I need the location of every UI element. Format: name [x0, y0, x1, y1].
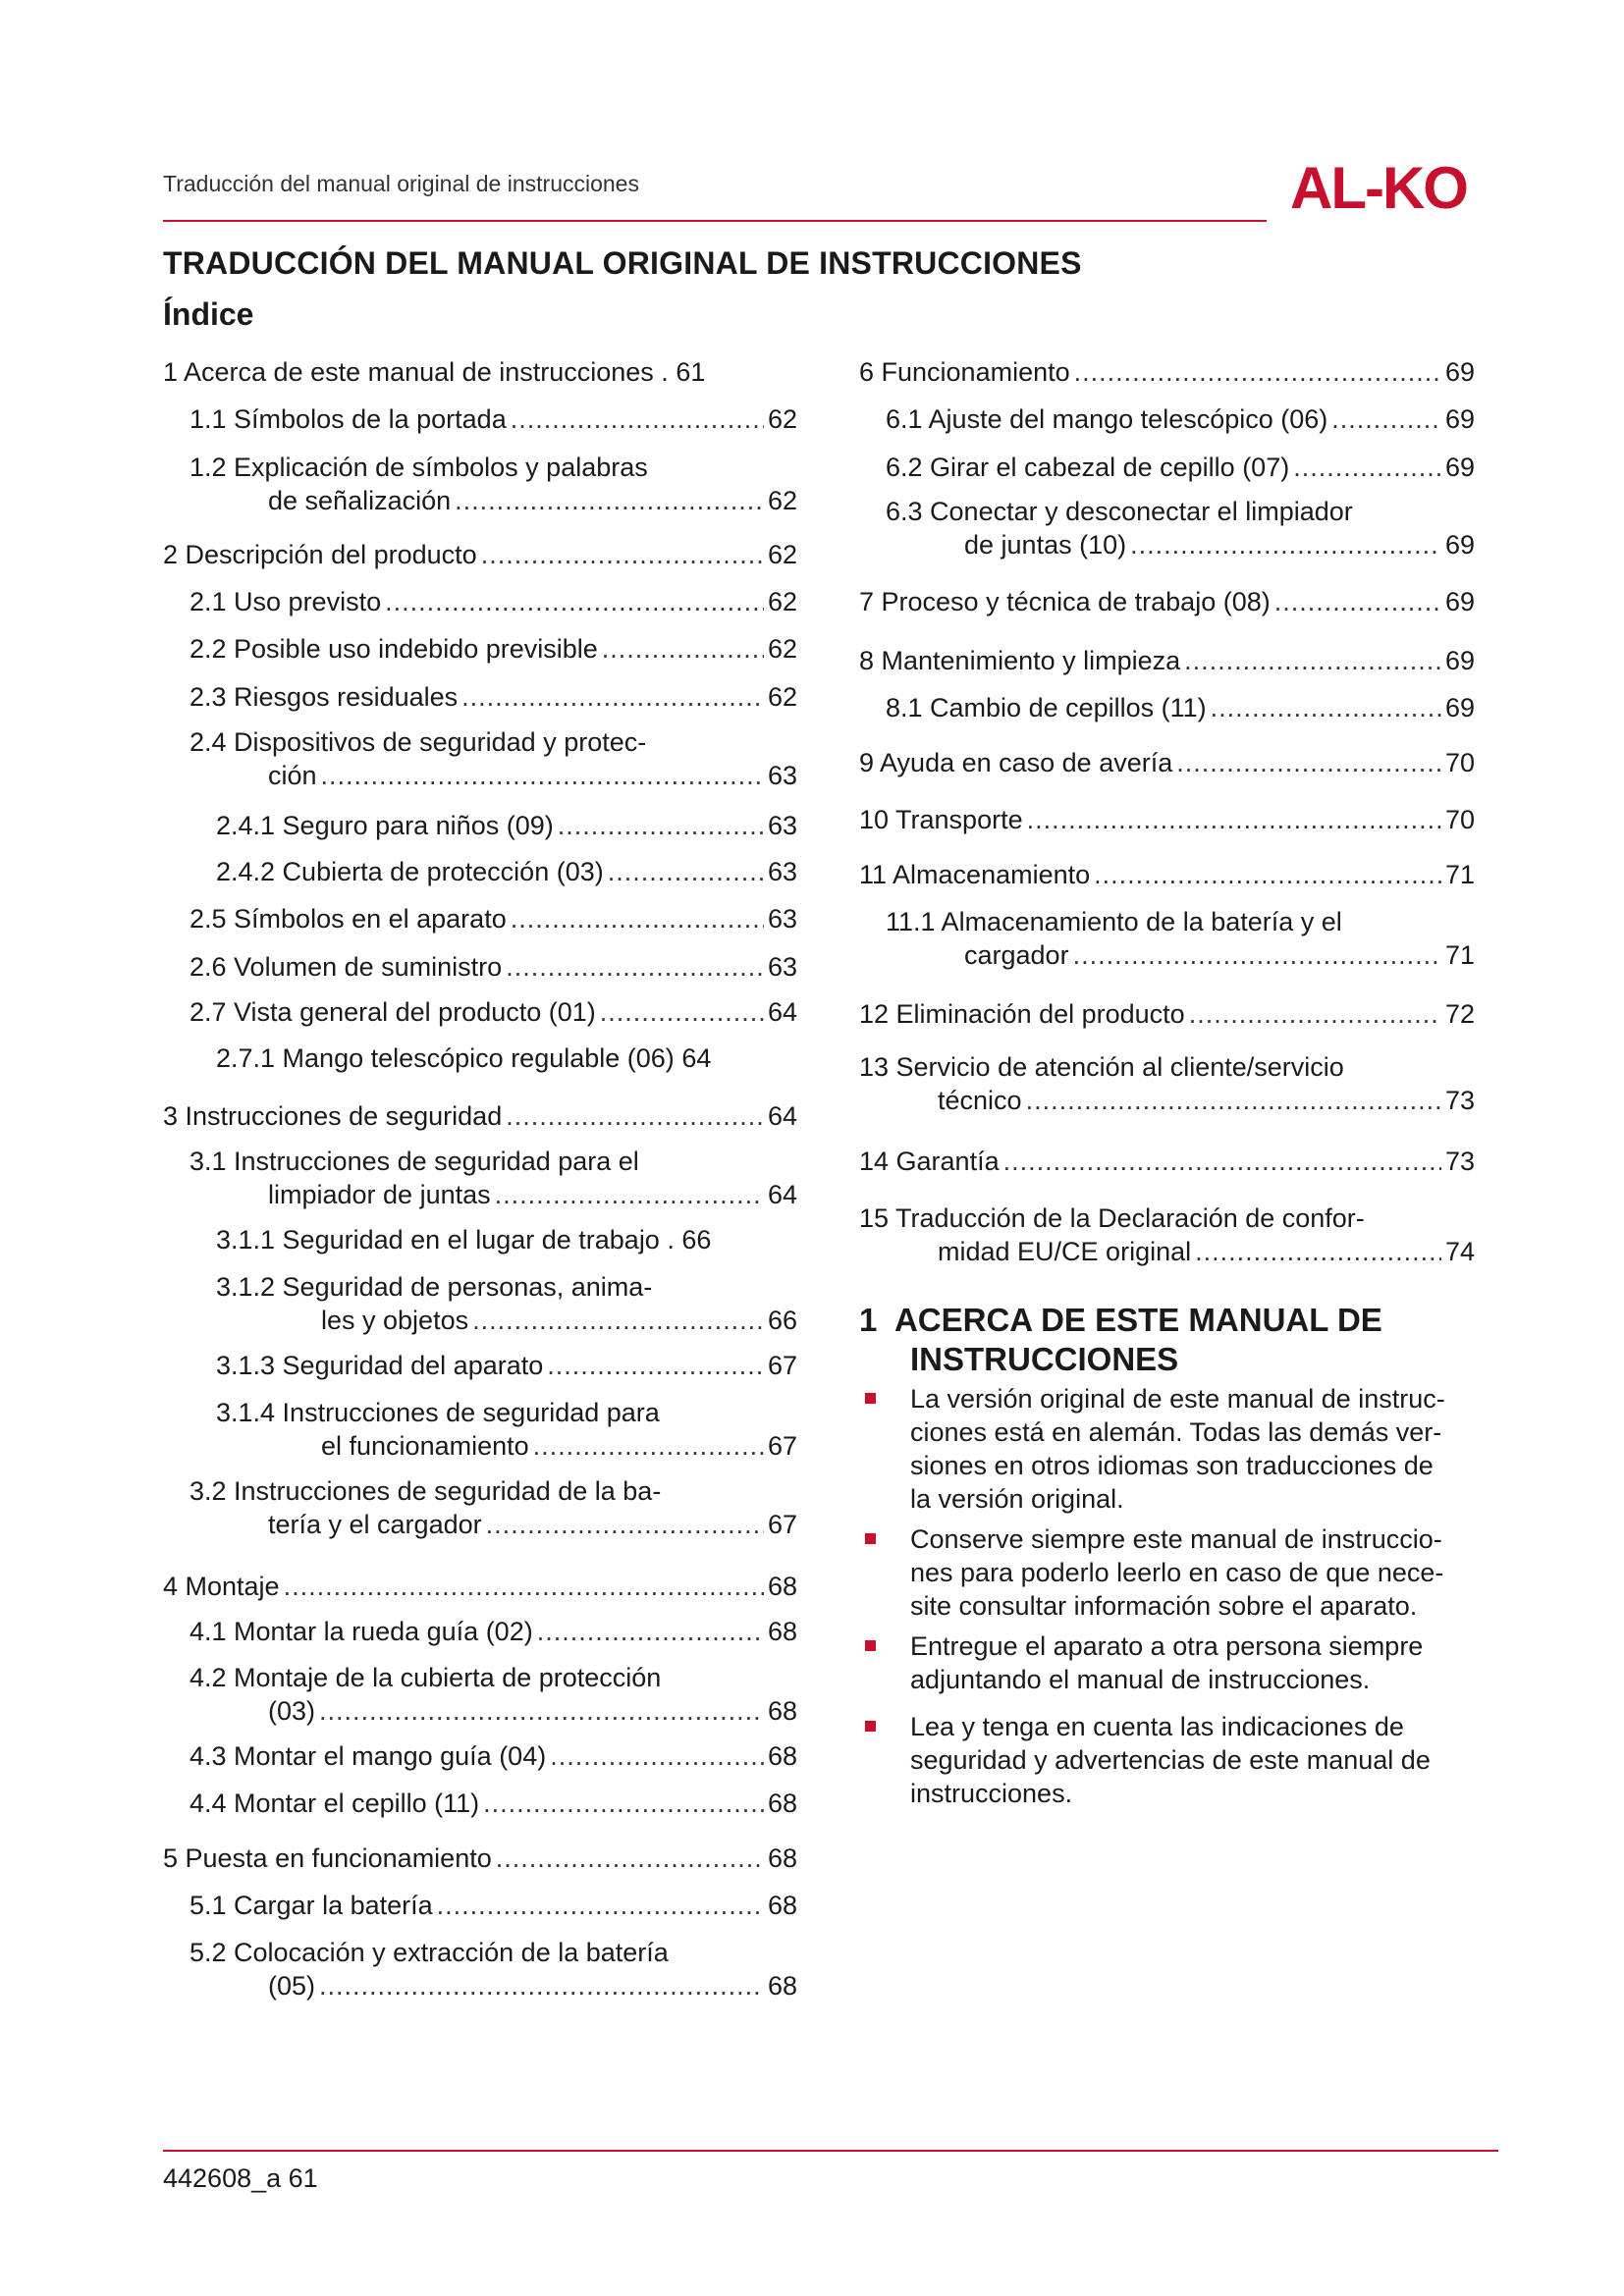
toc-entry-label: 1 Acerca de este manual de instrucciones .	[163, 357, 669, 387]
toc-entry-label: 1.1 Símbolos de la portada	[189, 404, 507, 434]
alko-logo	[1288, 157, 1496, 218]
toc-entry-label: 2.7.1 Mango telescópico regulable (06)	[216, 1043, 675, 1073]
toc-entry[interactable]	[216, 1349, 797, 1382]
toc-entry-label: 3.1.1 Seguridad en el lugar de trabajo .	[216, 1225, 675, 1255]
toc-entry-label-cont: limpiador de juntas	[268, 1180, 491, 1209]
toc-leader-dots	[1189, 997, 1441, 1031]
toc-entry-page: 70	[1444, 805, 1475, 834]
toc-entry-page: 67	[767, 1431, 797, 1461]
toc-leader-dots	[437, 1889, 764, 1922]
toc-entry-page: 62	[767, 404, 797, 434]
toc-entry-label: 3.2 Instrucciones de seguridad de la ba-	[189, 1476, 662, 1506]
toc-entry-label: 2 Descripción del producto	[163, 540, 477, 569]
toc-entry[interactable]	[189, 1474, 797, 1541]
toc-entry[interactable]	[189, 632, 797, 666]
bullet-text-line: adjuntando el manual de instrucciones.	[910, 1665, 1371, 1694]
bullet-item	[859, 1629, 1507, 1696]
toc-entry-label: 8 Mantenimiento y limpieza	[859, 646, 1181, 675]
toc-entry-page: 63	[767, 904, 797, 934]
toc-leader-dots	[284, 1570, 764, 1603]
toc-entry[interactable]	[216, 855, 797, 888]
toc-entry[interactable]	[163, 1099, 797, 1133]
toc-leader-dots	[1073, 938, 1441, 972]
toc-entry[interactable]	[859, 997, 1475, 1031]
toc-entry-label: 10 Transporte	[859, 805, 1023, 834]
toc-leader-dots	[506, 950, 764, 984]
toc-entry-page: 71	[1444, 940, 1475, 970]
toc-entry[interactable]	[189, 1615, 797, 1648]
toc-entry-label: 4.3 Montar el mango guía (04)	[189, 1741, 547, 1771]
toc-entry[interactable]	[886, 451, 1475, 484]
toc-entry-page: 62	[767, 682, 797, 712]
toc-entry[interactable]	[189, 1739, 797, 1773]
toc-entry-label: 3.1.2 Seguridad de personas, anima-	[216, 1272, 653, 1302]
toc-entry-label: 14 Garantía	[859, 1147, 1000, 1176]
toc-entry[interactable]	[163, 1570, 797, 1603]
bullet-text-line: La versión original de este manual de instruc-	[910, 1384, 1445, 1414]
bullet-text-line: Conserve siempre este manual de instruccio-	[910, 1524, 1442, 1554]
toc-entry-page: 63	[767, 857, 797, 886]
toc-leader-dots	[1195, 1235, 1441, 1268]
toc-entry-page: 68	[767, 1789, 797, 1818]
bullet-item	[859, 1710, 1507, 1810]
toc-leader-dots	[1094, 858, 1441, 891]
toc-entry-page: 69	[1444, 453, 1475, 482]
toc-entry-label: 9 Ayuda en caso de avería	[859, 748, 1173, 777]
toc-leader-dots	[1130, 528, 1441, 561]
toc-entry-label: 13 Servicio de atención al cliente/servicio	[859, 1052, 1344, 1082]
bullet-item	[859, 1522, 1507, 1623]
toc-entry[interactable]	[189, 680, 797, 714]
toc-leader-dots	[1003, 1145, 1441, 1178]
bullet-text-line: Lea y tenga en cuenta las indicaciones de	[910, 1712, 1404, 1741]
bullet-text-line: Entregue el aparato a otra persona siempre	[910, 1631, 1424, 1661]
toc-entry-page: 64	[767, 1180, 797, 1209]
toc-leader-dots	[608, 855, 764, 888]
toc-entry-label-cont: de señalización	[268, 486, 452, 515]
toc-entry-page: 67	[767, 1510, 797, 1539]
toc-entry[interactable]	[163, 538, 797, 571]
toc-leader-dots	[511, 902, 764, 935]
toc-entry-page: 68	[767, 1971, 797, 2001]
toc-entry[interactable]	[859, 585, 1475, 618]
toc-entry-label-cont: tería y el cargador	[268, 1510, 482, 1539]
toc-leader-dots	[495, 1178, 764, 1211]
toc-entry-label: 3.1 Instrucciones de seguridad para el	[189, 1147, 639, 1176]
toc-entry[interactable]	[189, 1787, 797, 1820]
toc-entry[interactable]	[859, 746, 1475, 779]
footer-rule	[163, 2150, 1498, 2152]
toc-leader-dots	[486, 1508, 764, 1541]
toc-entry-page: 62	[767, 540, 797, 569]
toc-entry-page: 62	[767, 587, 797, 616]
toc-entry[interactable]	[163, 355, 797, 389]
toc-entry-label: 2.1 Uso previsto	[189, 587, 382, 616]
toc-entry-page: 69	[1444, 357, 1475, 387]
toc-entry-label: 2.6 Volumen de suministro	[189, 952, 503, 982]
toc-entry[interactable]	[859, 1145, 1475, 1178]
toc-leader-dots	[455, 484, 764, 517]
toc-entry[interactable]	[886, 495, 1475, 561]
toc-entry-label-cont: de juntas (10)	[964, 530, 1127, 560]
toc-entry[interactable]	[189, 402, 797, 436]
toc-entry[interactable]	[189, 725, 797, 792]
bullet-text-line: site consultar información sobre el aparato.	[910, 1591, 1418, 1621]
toc-leader-dots	[483, 1787, 764, 1820]
section-title-line2: INSTRUCCIONES	[910, 1341, 1179, 1377]
toc-entry-label: 1.2 Explicación de símbolos y palabras	[189, 453, 648, 482]
toc-entry[interactable]	[189, 1889, 797, 1922]
section-number: 1	[859, 1302, 878, 1338]
toc-entry-label: 6.1 Ajuste del mango telescópico (06)	[886, 404, 1328, 434]
toc-entry-label-cont: cargador	[964, 940, 1069, 970]
toc-entry-label: 5.1 Cargar la batería	[189, 1891, 433, 1920]
toc-entry[interactable]	[189, 451, 797, 517]
toc-leader-dots	[600, 995, 764, 1029]
toc-leader-dots	[319, 1694, 764, 1728]
bullet-item	[859, 1382, 1507, 1516]
toc-entry-page: 68	[767, 1572, 797, 1601]
toc-entry-label: 7 Proceso y técnica de trabajo (08)	[859, 587, 1271, 616]
toc-entry[interactable]	[189, 950, 797, 984]
toc-entry-page: 68	[767, 1741, 797, 1771]
toc-leader-dots	[1331, 402, 1441, 436]
toc-leader-dots	[481, 538, 764, 571]
toc-entry-page: 63	[767, 761, 797, 790]
toc-entry[interactable]	[859, 1201, 1475, 1268]
bullet-square-icon	[865, 1393, 876, 1404]
toc-leader-dots	[547, 1349, 764, 1382]
toc-entry-page: 69	[1444, 404, 1475, 434]
toc-entry-page: 62	[767, 486, 797, 515]
toc-entry-label: 15 Traducción de la Declaración de confor-	[859, 1203, 1365, 1233]
toc-heading: Índice	[163, 296, 254, 332]
toc-entry-label: 8.1 Cambio de cepillos (11)	[886, 693, 1207, 722]
toc-entry-label: 5 Puesta en funcionamiento	[163, 1843, 492, 1873]
toc-leader-dots	[496, 1842, 764, 1875]
toc-entry-page: 68	[767, 1696, 797, 1726]
toc-entry-label: 3 Instrucciones de seguridad	[163, 1101, 503, 1131]
header-rule	[163, 220, 1267, 222]
toc-entry-page: 72	[1444, 999, 1475, 1029]
toc-entry-label: 4.4 Montar el cepillo (11)	[189, 1789, 480, 1818]
toc-leader-dots	[1293, 451, 1441, 484]
toc-entry-label: 5.2 Colocación y extracción de la batería	[189, 1938, 669, 1967]
bullet-square-icon	[865, 1640, 876, 1651]
toc-entry-page: 69	[1444, 587, 1475, 616]
toc-entry-page: 69	[1444, 693, 1475, 722]
toc-entry[interactable]	[859, 1050, 1475, 1117]
toc-leader-dots	[550, 1739, 764, 1773]
toc-entry[interactable]	[163, 1842, 797, 1875]
bullet-square-icon	[865, 1533, 876, 1544]
toc-entry-label: 11.1 Almacenamiento de la batería y el	[886, 907, 1342, 936]
toc-leader-dots	[537, 1615, 764, 1648]
toc-entry-label: 2.4 Dispositivos de seguridad y protec-	[189, 727, 647, 757]
toc-entry[interactable]	[859, 803, 1475, 836]
footer-page-number: 442608_a 61	[163, 2163, 318, 2193]
bullet-text-line: seguridad y advertencias de este manual de	[910, 1745, 1431, 1775]
toc-leader-dots	[385, 585, 764, 618]
bullet-text-line: ciones está en alemán. Todas las demás ver-	[910, 1417, 1442, 1447]
toc-entry-label: 3.1.4 Instrucciones de seguridad para	[216, 1398, 660, 1427]
svg-text:AL-KO: AL-KO	[1290, 157, 1467, 218]
toc-entry-label: 4.1 Montar la rueda guía (02)	[189, 1617, 533, 1646]
toc-leader-dots	[1184, 644, 1441, 677]
toc-entry[interactable]	[216, 1396, 797, 1463]
toc-entry-page: 68	[767, 1843, 797, 1873]
toc-entry-label-cont: técnico	[938, 1086, 1022, 1115]
toc-leader-dots	[461, 680, 764, 714]
toc-entry-page: 66	[681, 1225, 712, 1255]
toc-entry-page: 69	[1444, 530, 1475, 560]
toc-entry-page: 61	[676, 357, 706, 387]
toc-entry[interactable]	[216, 1270, 797, 1337]
toc-entry-label: 4.2 Montaje de la cubierta de protección	[189, 1663, 662, 1692]
toc-leader-dots	[321, 759, 764, 792]
toc-entry[interactable]	[886, 691, 1475, 724]
bullet-text-line: la versión original.	[910, 1484, 1124, 1514]
toc-entry-label: 2.4.1 Seguro para niños (09)	[216, 811, 554, 840]
toc-entry-label-cont: les y objetos	[321, 1306, 469, 1335]
toc-leader-dots	[1074, 355, 1441, 389]
toc-entry-page: 70	[1444, 748, 1475, 777]
toc-entry-label: 2.5 Símbolos en el aparato	[189, 904, 507, 934]
toc-entry-label: 2.3 Riesgos residuales	[189, 682, 459, 712]
toc-entry[interactable]	[886, 905, 1475, 972]
toc-entry[interactable]	[216, 1223, 797, 1256]
toc-entry-page: 68	[767, 1891, 797, 1920]
toc-leader-dots	[511, 402, 764, 436]
toc-entry[interactable]	[859, 355, 1475, 389]
toc-entry[interactable]	[189, 1661, 797, 1728]
toc-leader-dots	[533, 1429, 764, 1463]
toc-leader-dots	[319, 1969, 764, 2002]
toc-entry[interactable]	[189, 585, 797, 618]
toc-entry-page: 62	[767, 634, 797, 664]
toc-entry-label-cont: el funcionamiento	[321, 1431, 529, 1461]
toc-entry-label: 2.7 Vista general del producto (01)	[189, 997, 596, 1027]
toc-entry-page: 68	[767, 1617, 797, 1646]
toc-entry[interactable]	[859, 858, 1475, 891]
toc-entry-label: 3.1.3 Seguridad del aparato	[216, 1351, 544, 1380]
toc-entry-page: 64	[767, 1101, 797, 1131]
toc-entry-page: 67	[767, 1351, 797, 1380]
toc-entry-label: 6.2 Girar el cabezal de cepillo (07)	[886, 453, 1290, 482]
toc-entry-page: 73	[1444, 1086, 1475, 1115]
toc-entry-page: 63	[767, 952, 797, 982]
toc-entry[interactable]	[189, 995, 797, 1029]
section-title-line1: ACERCA DE ESTE MANUAL DE	[893, 1302, 1382, 1338]
toc-entry-label-cont: midad EU/CE original	[938, 1237, 1192, 1266]
toc-leader-dots	[1274, 585, 1441, 618]
toc-entry-label-cont: ción	[268, 761, 317, 790]
toc-entry-label: 2.4.2 Cubierta de protección (03)	[216, 857, 604, 886]
toc-entry[interactable]	[886, 402, 1475, 436]
bullet-text-line: nes para poderlo leerlo en caso de que nece-	[910, 1558, 1444, 1587]
toc-leader-dots	[1027, 803, 1441, 836]
toc-entry[interactable]	[859, 644, 1475, 677]
toc-entry-page: 66	[767, 1306, 797, 1335]
toc-leader-dots	[558, 809, 764, 842]
section-heading	[859, 1301, 1488, 1379]
bullet-text-line: siones en otros idiomas son traducciones de	[910, 1451, 1434, 1480]
toc-entry[interactable]	[216, 809, 797, 842]
running-header: Traducción del manual original de instrucciones	[163, 171, 639, 196]
toc-entry-page: 69	[1444, 646, 1475, 675]
toc-leader-dots	[506, 1099, 764, 1133]
toc-leader-dots	[472, 1304, 764, 1337]
toc-entry-page: 64	[681, 1043, 712, 1073]
toc-leader-dots	[602, 632, 764, 666]
toc-leader-dots	[1026, 1084, 1441, 1117]
toc-entry[interactable]	[189, 1936, 797, 2002]
toc-entry-label: 12 Eliminación del producto	[859, 999, 1185, 1029]
toc-entry-page: 74	[1444, 1237, 1475, 1266]
toc-entry-label: 11 Almacenamiento	[859, 860, 1091, 889]
toc-entry[interactable]	[189, 902, 797, 935]
toc-entry-label: 4 Montaje	[163, 1572, 280, 1601]
toc-entry-label: 6.3 Conectar y desconectar el limpiador	[886, 497, 1353, 526]
toc-entry-label: 6 Funcionamiento	[859, 357, 1070, 387]
toc-entry-page: 73	[1444, 1147, 1475, 1176]
bullet-text-line: instrucciones.	[910, 1779, 1073, 1808]
toc-entry-label: 2.2 Posible uso indebido previsible	[189, 634, 598, 664]
toc-entry-label-cont: (03)	[268, 1696, 316, 1726]
toc-entry[interactable]	[189, 1145, 797, 1211]
bullet-square-icon	[865, 1721, 876, 1732]
toc-entry[interactable]	[216, 1041, 797, 1075]
toc-entry-label-cont: (05)	[268, 1971, 316, 2001]
page-title: TRADUCCIÓN DEL MANUAL ORIGINAL DE INSTRUCCIONES	[163, 245, 1082, 281]
toc-leader-dots	[1211, 691, 1441, 724]
toc-leader-dots	[1176, 746, 1441, 779]
toc-entry-page: 71	[1444, 860, 1475, 889]
toc-entry-page: 64	[767, 997, 797, 1027]
toc-entry-page: 63	[767, 811, 797, 840]
